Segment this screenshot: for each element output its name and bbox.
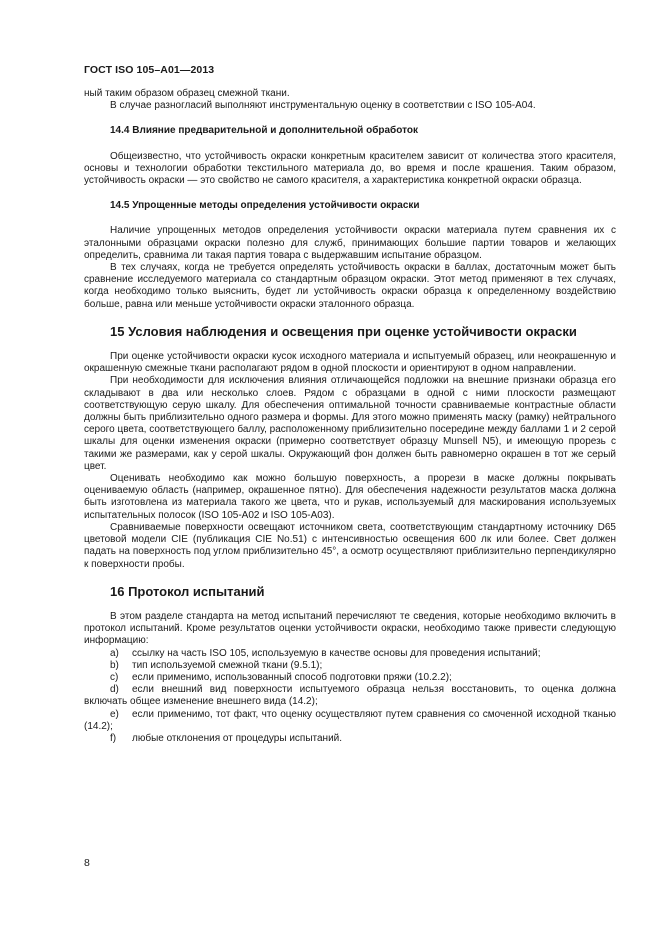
list-text: если внешний вид поверхности испытуемого образца нельзя восстановить, то оценка должна включать общее изменение внешнего вида (14.2); bbox=[84, 684, 616, 708]
list-marker: e) bbox=[110, 708, 119, 720]
list-item bbox=[110, 672, 616, 684]
page-content bbox=[84, 88, 616, 745]
list-marker: c) bbox=[110, 671, 119, 683]
paragraph: При необходимости для исключения влияния отличающейся подложки на внешние признаки образца его складывают в два или несколько слоев. Рядом с образцами в одной с ними плоскости размещают соответствующую серую шкалу. Для обеспечения оптимальной точности сравниваемые контрастные области должны быть приблизительно одного размера и формы. Для этого можно применять маску (рамку) нейтрального серого цвета, соответствующего баллу, расположенному приблизительно посередине между баллами 1 и 2 серой шкалы для оценки изменения окраски (примерно соответствует образцу Munsell N5), и имеющую прорезь с такими же размерами, как у серой шкалы. Окружающий фон должен быть равномерно окрашен в тот же серый цвет. bbox=[84, 375, 616, 472]
section-14-4-title: 14.4 Влияние предварительной и дополнительной обработок bbox=[110, 125, 418, 137]
list-marker: f) bbox=[110, 732, 117, 744]
list-item bbox=[110, 660, 616, 672]
paragraph: Общеизвестно, что устойчивость окраски конкретным красителем зависит от количества этого красителя, основы и технологии обработки текстильного материала до, во время и после крашения. Таким образом, устойчивость окраски — это свойство не самого красителя, а характеристика конкретной окраски образца. bbox=[84, 150, 616, 187]
section-16-title: 16 Протокол испытаний bbox=[110, 583, 265, 599]
section-14-5-title: 14.5 Упрощенные методы определения устойчивости окраски bbox=[110, 200, 420, 212]
list-item bbox=[84, 709, 616, 733]
continuation-line: ный таким образом образец смежной ткани. bbox=[84, 88, 290, 99]
paragraph: Оценивать необходимо как можно большую поверхность, а прорези в маске должны покрывать оцениваемую область (например, окрашенное пятно). Для обеспечения надежности результатов маска должна быть изготовлена из материала такого же цвета, что и рукав, используемый для маскирования используемых испытательных полосок (ISO 105-A02 и ISO 105-A03). bbox=[84, 473, 616, 521]
list-text: тип используемой смежной ткани (9.5.1); bbox=[132, 659, 323, 671]
list-text: если применимо, использованный способ подготовки пряжи (10.2.2); bbox=[132, 671, 452, 683]
list-item bbox=[110, 648, 616, 660]
list-text: ссылку на часть ISO 105, используемую в качестве основы для проведения испытаний; bbox=[132, 647, 541, 659]
list-text: любые отклонения от процедуры испытаний. bbox=[132, 732, 343, 744]
paragraph: При оценке устойчивости окраски кусок исходного материала и испытуемый образец, или неокрашенную и окрашенную смежные ткани располагают рядом в одной плоскости и ориентируют в одном направлении. bbox=[84, 351, 616, 375]
paragraph: В этом разделе стандарта на метод испытаний перечисляют те сведения, которые необходимо включить в протокол испытаний. Кроме результатов оценки устойчивости окраски, необходимо также привести следующую информацию: bbox=[84, 610, 616, 647]
list-text: если применимо, тот факт, что оценку осуществляют путем сравнения со смоченной исходной тканью (14.2); bbox=[84, 708, 616, 732]
list-marker: b) bbox=[110, 659, 119, 671]
list-marker: d) bbox=[110, 684, 119, 696]
list-item bbox=[84, 684, 616, 708]
list-marker: a) bbox=[110, 647, 119, 659]
document-header: ГОСТ ISO 105–A01—2013 bbox=[84, 64, 215, 76]
paragraph: В тех случаях, когда не требуется определять устойчивость окраски в баллах, достаточным может быть сравнение исследуемого материала со стандартным образцом окраски. Этот метод применяют в тех случаях, когда необходимо только выяснить, будет ли устойчивость окраски образца к определенному воздействию больше, равна или меньше устойчивости окраски эталонного образца. bbox=[84, 262, 616, 310]
list-item bbox=[110, 733, 616, 745]
page-number: 8 bbox=[84, 857, 90, 869]
paragraph: Сравниваемые поверхности освещают источником света, соответствующим стандартному источнику D65 цветовой модели CIE (публикация CIE No.51) с интенсивностью освещения 600 лк или более. Свет должен падать на поверхность под углом приблизительно 45°, а осмотр осуществляют приблизительно перпендикулярно к поверхности пробы. bbox=[84, 521, 616, 570]
paragraph: Наличие упрощенных методов определения устойчивости окраски материала путем сравнения их с эталонными образцами окраски полезно для служб, принимающих большие партии товаров и желающих определить, сравнима ли такая партия товара с выдержавшим испытание образцом. bbox=[84, 225, 616, 261]
paragraph: В случае разногласий выполняют инструментальную оценку в соответствии с ISO 105-A04. bbox=[110, 100, 536, 112]
section-15-title: 15 Условия наблюдения и освещения при оценке устойчивости окраски bbox=[110, 323, 577, 339]
